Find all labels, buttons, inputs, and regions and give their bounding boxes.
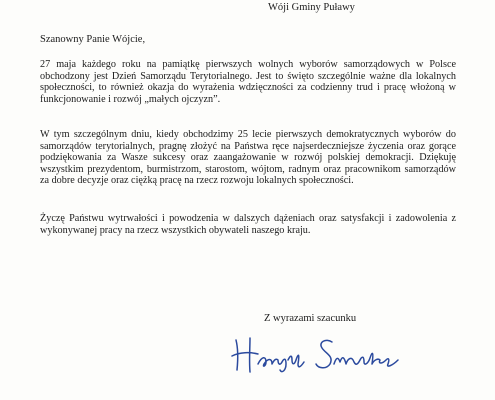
paragraph-3: Życzę Państwu wytrwałości i powodzenia w dalszych dążeniach oraz satysfakcji i zadowolenia z wykonywanej pracy na rzecz wszystkich obywateli naszego kraju. [40,213,456,236]
handwritten-signature [228,330,408,378]
addressee-line: Wóji Gminy Puławy [268,2,355,13]
paragraph-2: W tym szczególnym dniu, kiedy obchodzimy 25 lecie pierwszych demokratycznych wyborów do samorządów terytorialnych, pragnę złożyć na Państwa ręce najserdeczniejsze życzenia oraz gorące podziękowania za Wasze sukcesy oraz zaangażowanie w rozwój polskiej demokracji. Dziękuję wszystkim prezydentom, burmistrzom, starostom, wójtom, radnym oraz pracownikom samorządów za dobre decyzje oraz ciężką pracę na rzecz rozwoju lokalnych społeczności. [40,129,456,187]
salutation: Szanowny Panie Wójcie, [40,34,146,45]
closing-line: Z wyrazami szacunku [264,313,357,324]
paragraph-1: 27 maja każdego roku na pamiątkę pierwszych wolnych wyborów samorządowych w Polsce obchodzony jest Dzień Samorządu Terytorialnego. Jest to święto szczególnie ważne dla lokalnych społeczności, to również okazja do wyrażenia wdzięczności za codzienny trud i pracę włożoną w funkcjonowanie i rozwój „małych ojczyzn”. [40,59,456,105]
